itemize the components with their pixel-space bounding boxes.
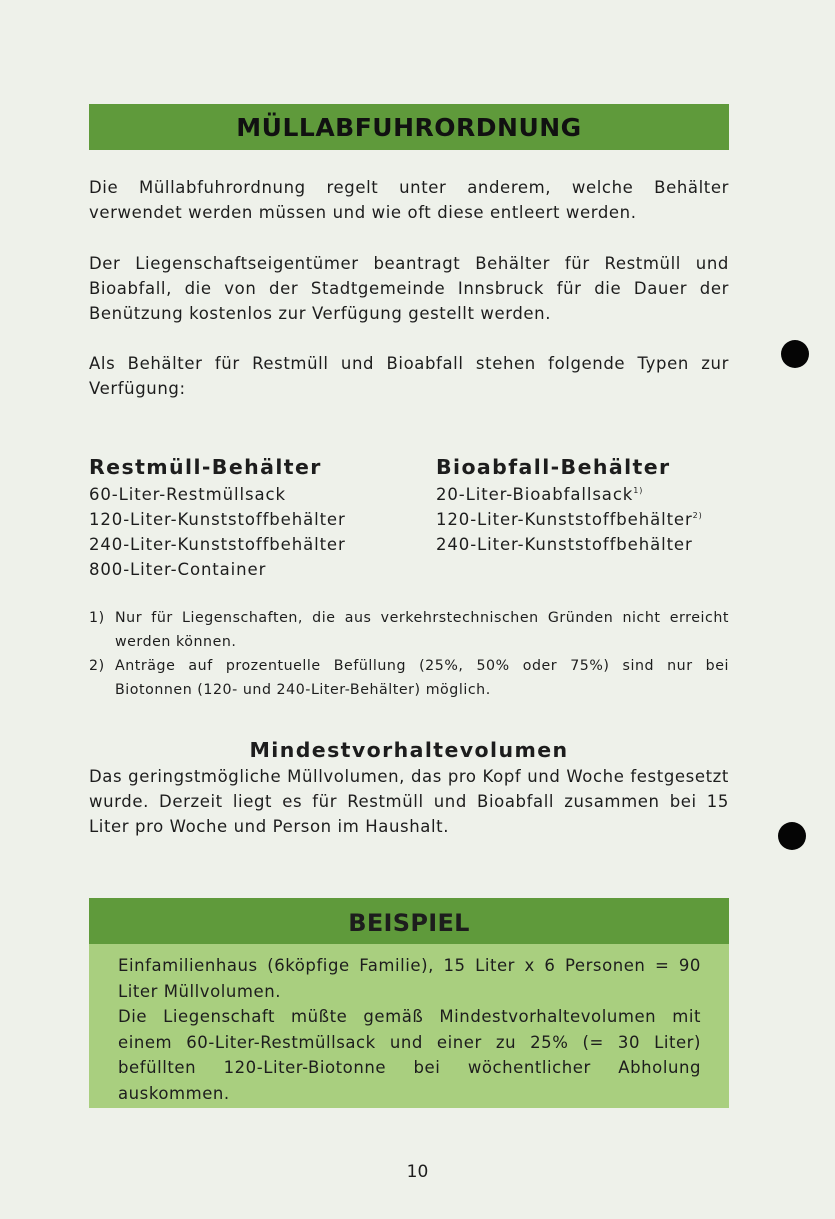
bioabfall-item: 20-Liter-Bioabfallsack$^{1)}$ — [436, 485, 644, 504]
bioabfall-column — [436, 454, 703, 557]
page-number: 10 — [406, 1162, 429, 1182]
page-title: MÜLLABFUHRORDNUNG — [89, 104, 729, 150]
restmuell-item: 240-Liter-Kunststoffbehälter — [89, 535, 346, 554]
restmuell-column — [89, 454, 346, 582]
example-box — [89, 944, 729, 1108]
bioabfall-item: 240-Liter-Kunststoffbehälter — [436, 535, 693, 554]
intro-paragraph-3: Als Behälter für Restmüll und Bioabfall stehen folgende Typen zur Verfügung: — [89, 354, 729, 398]
restmuell-item: 800-Liter-Container — [89, 560, 267, 579]
punch-hole — [778, 822, 806, 850]
punch-hole — [781, 340, 809, 368]
bioabfall-heading: Bioabfall-Behälter — [436, 455, 671, 479]
bioabfall-item: 120-Liter-Kunststoffbehälter$^{2)}$ — [436, 510, 703, 529]
restmuell-item: 120-Liter-Kunststoffbehälter — [89, 510, 346, 529]
footnote-marker: 1) — [633, 486, 644, 495]
intro-paragraph-1: Die Müllabfuhrordnung regelt unter anderem, welche Behälter verwendet werden müssen und wie oft diese entleert werden. — [89, 178, 729, 222]
mindestvorhalt-text: Das geringstmögliche Müllvolumen, das pro Kopf und Woche festgesetzt wurde. Derzeit liegt es für Restmüll und Bioabfall zusammen bei 15 Liter pro Woche und Person im Haushalt. — [89, 767, 729, 836]
example-line-1: Einfamilienhaus (6köpfige Familie), 15 Liter x 6 Personen = 90 Liter Müllvolumen. — [118, 956, 701, 1001]
footnote: 2) Anträge auf prozentuelle Befüllung (25%, 50% oder 75%) sind nur bei Biotonnen (120- und 240-Liter-Behälter) möglich. — [89, 658, 729, 698]
example-line-2: Die Liegenschaft müßte gemäß Mindestvorhaltevolumen mit einem 60-Liter-Restmüllsack und einer zu 25% (= 30 Liter) befüllten 120-Liter-Biotonne bei wöchentlicher Abholung auskommen. — [118, 1007, 701, 1103]
mindestvorhalt-heading: Mindestvorhaltevolumen — [249, 738, 569, 762]
restmuell-item: 60-Liter-Restmüllsack — [89, 485, 286, 504]
footnote: 1) Nur für Liegenschaften, die aus verkehrstechnischen Gründen nicht erreicht werden können. — [89, 610, 729, 650]
footnote-marker: 2) — [692, 511, 703, 520]
example-heading: BEISPIEL — [89, 898, 729, 944]
restmuell-heading: Restmüll-Behälter — [89, 455, 322, 479]
footnotes — [89, 606, 729, 702]
intro-paragraph-2: Der Liegenschaftseigentümer beantragt Behälter für Restmüll und Bioabfall, die von der Stadtgemeinde Innsbruck für die Dauer der Benützung kostenlos zur Verfügung gestellt werden. — [89, 254, 729, 323]
